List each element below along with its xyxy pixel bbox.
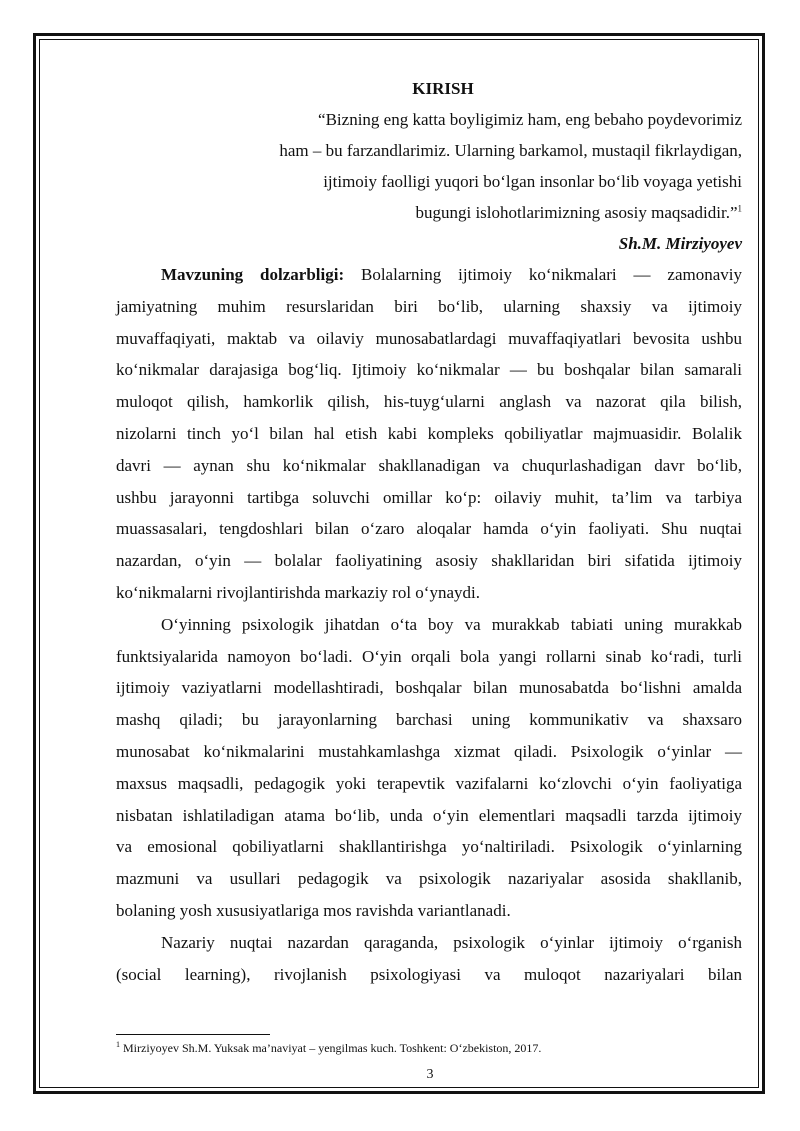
paragraph-line: maxsus maqsadli, pedagogik yoki terapevtik vazifalarni ko‘zlovchi o‘yin faoliyatiga xyxy=(116,773,742,793)
page-number: 3 xyxy=(426,1067,434,1082)
footnote-ref: 1 xyxy=(737,203,742,214)
paragraph-line: muloqot qilish, hamkorlik qilish, his-tuyg‘ularni anglash va nazorat qila bilish, xyxy=(116,392,742,412)
paragraph-line: nisbatan ishlatiladigan atama bo‘lib, unda o‘yin elementlari maqsadli tarzda ijtimoiy xyxy=(116,805,742,825)
paragraph-line: O‘yinning psixologik jihatdan o‘ta boy va murakkab tabiati uning murakkab xyxy=(161,614,742,634)
epigraph-line-text: bugungi islohotlarimizning asosiy maqsadidir.” xyxy=(415,203,738,222)
paragraph-theory xyxy=(116,927,742,991)
paragraph-line: (social learning), rivojlanish psixologiyasi va muloqot nazariyalari bilan xyxy=(116,964,742,984)
paragraph-line: ijtimoiy vaziyatlarni modellashtiradi, boshqalar bilan munosabatda bo‘lishni amalda xyxy=(116,678,742,698)
paragraph-game-nature xyxy=(116,609,742,927)
paragraph-line: Mavzuning dolzarbligi: Bolalarning ijtimoiy ko‘nikmalari — zamonaviy xyxy=(161,265,742,284)
paragraph-line: nazardan, o‘yin — bolalar faoliyatining asosiy shakllaridan biri sifatida ijtimoiy xyxy=(116,551,742,571)
epigraph-line-last xyxy=(116,197,742,228)
paragraph-line: munosabat ko‘nikmalarini mustahkamlashga xizmat qiladi. Psixologik o‘yinlar — xyxy=(116,741,742,761)
paragraph-line: ushbu jarayonni tartibga soluvchi omillar ko‘p: oilaviy muhit, ta’lim va tarbiya xyxy=(116,487,742,507)
paragraph-line: mazmuni va usullari pedagogik va psixologik nazariyalar asosida shakllanib, xyxy=(116,869,742,889)
footnote-text: Mirziyoyev Sh.M. Yuksak ma’naviyat – yengilmas kuch. Toshkent: O‘zbekiston, 2017. xyxy=(120,1041,542,1055)
epigraph-line: “Bizning eng katta boyligimiz ham, eng bebaho poydevorimiz xyxy=(318,110,742,129)
footnote xyxy=(116,1040,742,1056)
paragraph-line: va emosional qobiliyatlarni shakllantirishga yo‘naltiriladi. Psixologik o‘yinlarning xyxy=(116,837,742,857)
paragraph-line: nizolarni tinch yo‘l bilan hal etish kabi kompleks qobiliyatlar majmuasidir. Bolalik xyxy=(116,423,742,443)
epigraph-line: ijtimoiy faolligi yuqori bo‘lgan insonlar bo‘lib voyaga yetishi xyxy=(323,172,742,191)
epigraph-author: Sh.M. Mirziyoyev xyxy=(618,234,742,253)
paragraph-relevance xyxy=(116,259,742,609)
paragraph-line: davri — aynan shu ko‘nikmalar shakllanadigan va chuqurlashadigan davr bo‘lib, xyxy=(116,455,742,475)
paragraph-line: bolaning yosh xususiyatlariga mos ravishda variantlanadi. xyxy=(116,900,511,920)
paragraph-line: funktsiyalarida namoyon bo‘ladi. O‘yin orqali bola yangi rollarni sinab ko‘radi, turli xyxy=(116,646,742,666)
epigraph xyxy=(116,104,742,228)
paragraph-line: ko‘nikmalar darajasiga bog‘liq. Ijtimoiy ko‘nikmalar — bu boshqalar bilan samarali xyxy=(116,360,742,380)
section-heading: KIRISH xyxy=(412,79,474,98)
document-body xyxy=(116,74,742,990)
paragraph-line: muvaffaqiyati, maktab va oilaviy munosabatlardagi muvaffaqiyatlari bevosita ushbu xyxy=(116,328,742,348)
paragraph-line: Nazariy nuqtai nazardan qaraganda, psixologik o‘yinlar ijtimoiy o‘rganish xyxy=(161,932,742,952)
paragraph-line: muassasalari, tengdoshlari bilan o‘zaro aloqalar hamda o‘yin faoliyati. Shu nuqtai xyxy=(116,519,742,539)
footnote-separator xyxy=(116,1034,270,1035)
epigraph-line: ham – bu farzandlarimiz. Ularning barkamol, mustaqil fikrlaydigan, xyxy=(279,141,742,160)
paragraph-line: mashq qiladi; bu jarayonlarning barchasi uning kommunikativ va shaxsaro xyxy=(116,710,742,730)
footnote-marker: 1 xyxy=(116,1040,120,1049)
paragraph-line: ko‘nikmalarni rivojlantirishda markaziy rol o‘ynaydi. xyxy=(116,582,480,602)
paragraph-lead: Mavzuning dolzarbligi: xyxy=(161,265,345,284)
paragraph-line: jamiyatning muhim resurslaridan biri bo‘lib, ularning shaxsiy va ijtimoiy xyxy=(116,296,742,316)
